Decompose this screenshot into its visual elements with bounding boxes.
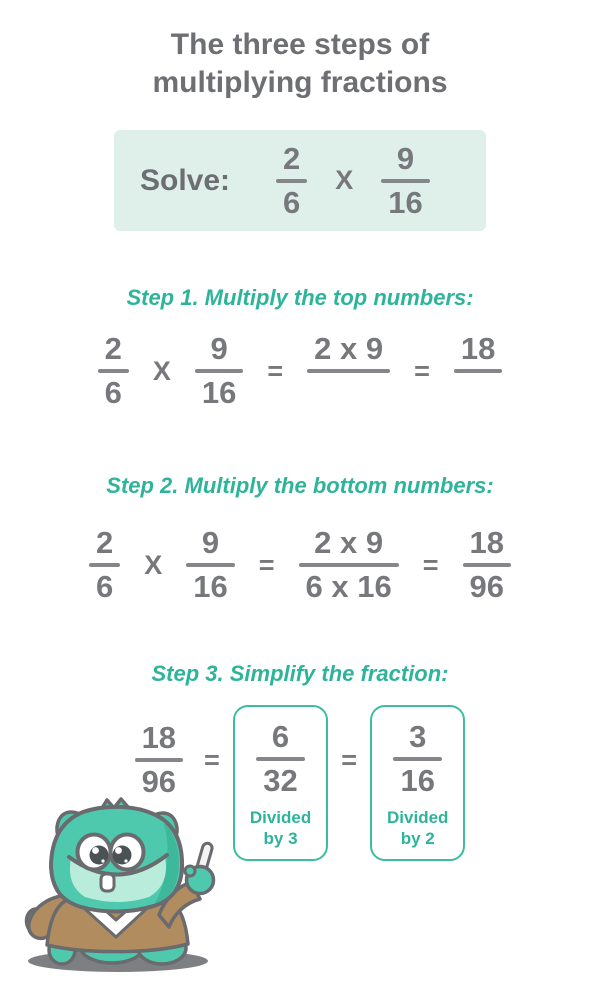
multiply-operator: X <box>335 165 354 195</box>
fraction-numerator: 2 x 9 <box>314 525 384 560</box>
fraction <box>463 523 511 607</box>
division-note-line-1: Divided <box>249 808 312 827</box>
fraction-denominator: 6 <box>96 569 114 604</box>
division-note <box>250 807 311 849</box>
equals-operator: = <box>204 744 220 775</box>
division-note-line-2: by 2 <box>400 829 435 848</box>
equals-operator: = <box>341 744 358 775</box>
equals-operator: = <box>414 355 430 386</box>
fraction-denominator <box>342 373 356 413</box>
fraction-denominator: 96 <box>141 764 177 799</box>
equals-operator: = <box>258 549 275 580</box>
fraction-numerator: 2 x 9 <box>314 331 384 366</box>
fraction-denominator <box>471 373 485 413</box>
fraction-numerator: 9 <box>396 140 415 176</box>
fraction-denominator: 6 <box>104 375 122 410</box>
fraction-numerator: 3 <box>409 719 427 754</box>
fraction-numerator: 18 <box>141 720 177 755</box>
fraction <box>276 139 307 223</box>
simplified-fraction-box <box>370 705 465 861</box>
multiply-operator: X <box>144 549 163 580</box>
fraction-numerator: 9 <box>201 525 220 560</box>
fraction <box>393 717 441 801</box>
fraction <box>454 329 502 413</box>
fraction <box>186 523 234 607</box>
mascot-monster-illustration <box>15 795 220 980</box>
multiply-operator: X <box>152 355 171 386</box>
step3-heading: Step 3. Simplify the fraction: <box>151 661 449 686</box>
equals-operator: = <box>267 355 284 386</box>
fraction-denominator: 6 x 16 <box>305 569 392 604</box>
fraction-numerator: 9 <box>210 331 228 366</box>
step1-heading: Step 1. Multiply the top numbers: <box>126 285 474 310</box>
fraction <box>299 523 399 607</box>
fraction-denominator: 16 <box>201 375 237 410</box>
fraction-denominator: 16 <box>400 763 435 798</box>
solve-problem-box <box>114 130 486 231</box>
fraction-numerator: 18 <box>460 331 496 366</box>
title-line-1: The three steps of <box>170 28 430 61</box>
fraction <box>135 718 183 802</box>
title-line-2: multiplying fractions <box>152 66 448 99</box>
fraction-numerator: 18 <box>469 525 504 560</box>
division-note-line-2: by 3 <box>263 829 298 848</box>
step2-equation <box>0 523 600 607</box>
fraction <box>98 329 129 413</box>
fraction-denominator: 16 <box>388 184 423 220</box>
fraction-numerator: 2 <box>283 140 301 176</box>
fraction-denominator: 6 <box>283 184 301 220</box>
equals-operator: = <box>422 549 439 580</box>
fraction <box>195 329 243 413</box>
fraction-denominator: 96 <box>469 569 504 604</box>
fraction-denominator: 16 <box>193 569 228 604</box>
fraction-numerator: 2 <box>96 525 114 560</box>
fraction-numerator: 6 <box>271 719 290 754</box>
division-note <box>387 807 448 849</box>
fraction-numerator: 2 <box>104 331 122 366</box>
simplified-fraction-box <box>233 705 328 861</box>
fraction-denominator: 32 <box>263 763 298 798</box>
fraction <box>307 329 390 413</box>
solve-label: Solve: <box>140 163 231 197</box>
fraction <box>381 139 429 223</box>
page-title <box>0 26 600 102</box>
fraction <box>256 717 304 801</box>
step2-heading: Step 2. Multiply the bottom numbers: <box>106 473 494 498</box>
fraction <box>89 523 120 607</box>
step1-equation <box>0 329 600 413</box>
division-note-line-1: Divided <box>387 808 449 827</box>
